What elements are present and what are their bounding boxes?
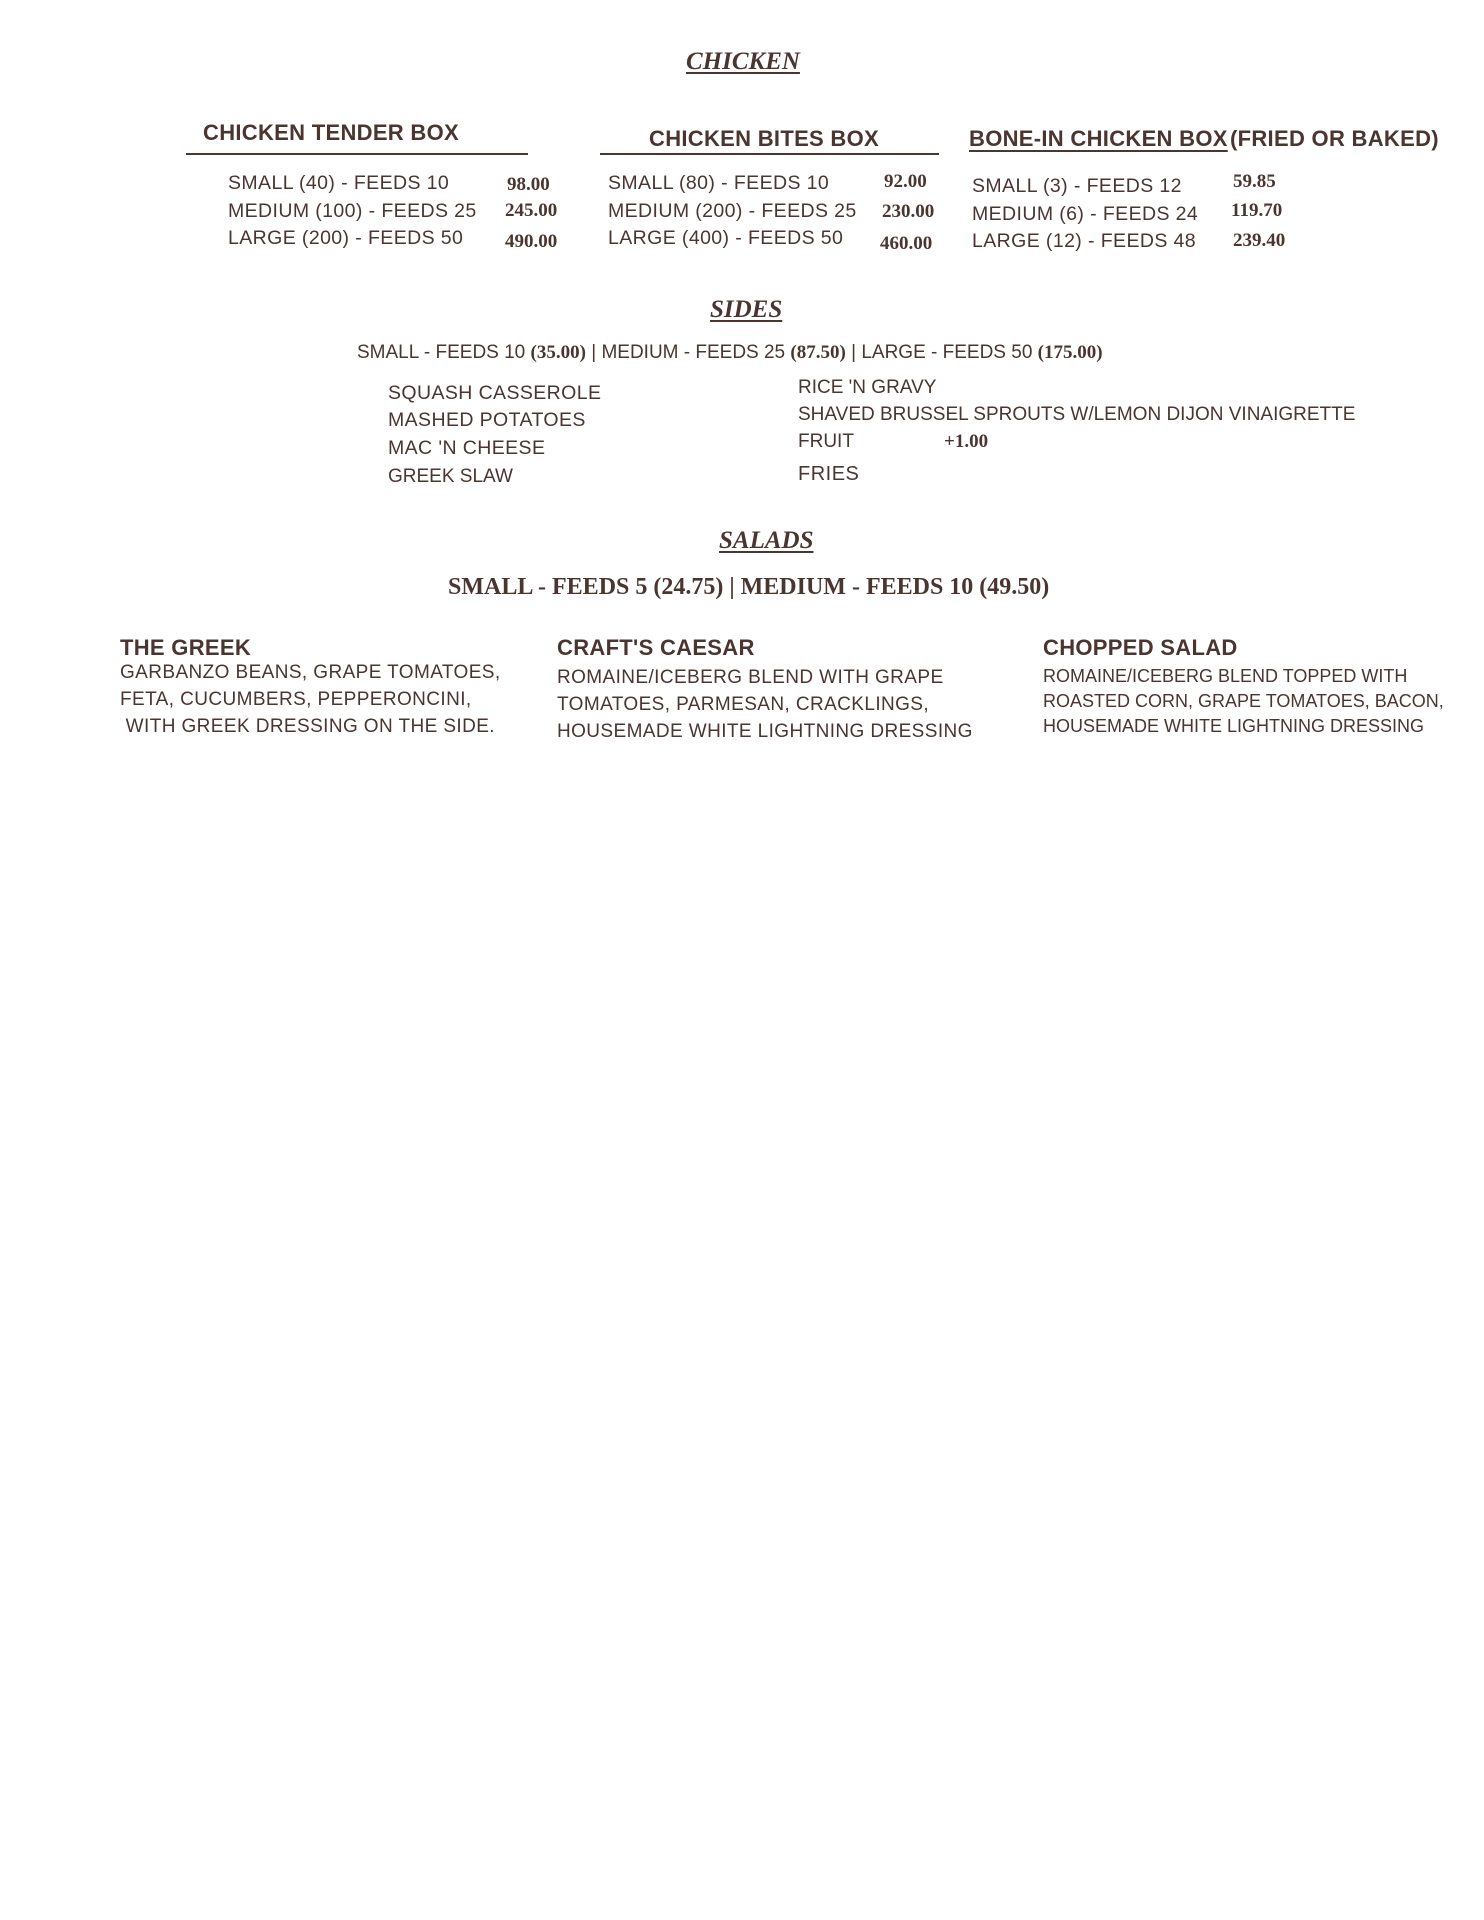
salad-desc-line: TOMATOES, PARMESAN, CRACKLINGS, [557,694,930,715]
tender-box-rule [186,153,528,155]
bone-in-item-small: SMALL (3) - FEEDS 12 [972,175,1182,197]
salads-sizes-line: SMALL - FEEDS 5 (24.75) | MEDIUM - FEEDS 10 (49.50) [448,574,1050,600]
tender-item-large: LARGE (200) - FEEDS 50 [228,227,464,249]
sides-size-medium-label: MEDIUM - FEEDS 25 [601,342,786,363]
salad-desc-line: ROASTED CORN, GRAPE TOMATOES, BACON, [1043,691,1444,711]
bites-item-medium: MEDIUM (200) - FEEDS 25 [608,200,857,222]
bites-price-small: 92.00 [884,171,927,192]
side-item: SQUASH CASSEROLE [388,382,602,404]
sides-size-large-label: LARGE - FEEDS 50 [861,342,1033,363]
salad-desc-line: HOUSEMADE WHITE LIGHTNING DRESSING [1043,716,1425,736]
salad-description [120,659,501,740]
salad-description [557,664,973,745]
bone-in-box-subtitle: (FRIED OR BAKED) [1230,126,1439,151]
salad-desc-line: ROMAINE/ICEBERG BLEND TOPPED WITH [1043,666,1408,686]
tender-box-title: CHICKEN TENDER BOX [203,120,459,145]
bone-in-item-medium: MEDIUM (6) - FEEDS 24 [972,203,1199,225]
salad-desc-line: HOUSEMADE WHITE LIGHTNING DRESSING [557,721,973,742]
sides-size-small-label: SMALL - FEEDS 10 [357,342,526,363]
salad-name: CRAFT'S CAESAR [557,635,755,660]
salad-name: THE GREEK [120,635,252,660]
side-item: MAC 'N CHEESE [388,437,546,459]
bone-in-price-small: 59.85 [1233,171,1276,192]
sides-sizes-line [357,342,1103,364]
tender-item-small: SMALL (40) - FEEDS 10 [228,172,450,194]
tender-item-medium: MEDIUM (100) - FEEDS 25 [228,200,477,222]
side-item: FRUIT [798,431,854,452]
bites-price-large: 460.00 [880,233,933,254]
salad-desc-line: GARBANZO BEANS, GRAPE TOMATOES, [120,662,501,683]
bites-item-large: LARGE (400) - FEEDS 50 [608,227,844,249]
chicken-section-title: CHICKEN [686,48,800,75]
fruit-upcharge: +1.00 [944,431,989,452]
bone-in-price-medium: 119.70 [1231,200,1283,221]
sides-size-small-price: (35.00) [530,342,586,363]
sides-separator: | [591,342,597,363]
bites-item-small: SMALL (80) - FEEDS 10 [608,172,830,194]
bites-price-medium: 230.00 [882,201,935,222]
sides-size-large-price: (175.00) [1037,342,1103,363]
tender-price-small: 98.00 [507,174,550,195]
salads-section-title: SALADS [719,527,814,554]
tender-price-large: 490.00 [505,231,558,252]
side-item: RICE 'N GRAVY [798,377,937,398]
side-item: FRIES [798,463,860,485]
salad-desc-line: WITH GREEK DRESSING ON THE SIDE. [120,716,495,737]
bone-in-item-large: LARGE (12) - FEEDS 48 [972,230,1197,252]
bone-in-box-title: BONE-IN CHICKEN BOX [969,126,1228,151]
sides-section-title: SIDES [710,296,783,323]
salad-desc-line: ROMAINE/ICEBERG BLEND WITH GRAPE [557,667,944,688]
side-item: SHAVED BRUSSEL SPROUTS W/LEMON DIJON VINAIGRETTE [798,404,1356,425]
salad-desc-line: FETA, CUCUMBERS, PEPPERONCINI, [120,689,472,710]
salad-description [1043,664,1444,739]
side-item: MASHED POTATOES [388,409,586,431]
side-item: GREEK SLAW [388,466,513,487]
bites-box-rule [600,153,939,155]
bone-in-price-large: 239.40 [1233,230,1286,251]
bites-box-title: CHICKEN BITES BOX [649,126,880,151]
salad-name: CHOPPED SALAD [1043,635,1238,660]
tender-price-medium: 245.00 [505,200,558,221]
sides-size-medium-price: (87.50) [790,342,846,363]
sides-separator: | [851,342,857,363]
